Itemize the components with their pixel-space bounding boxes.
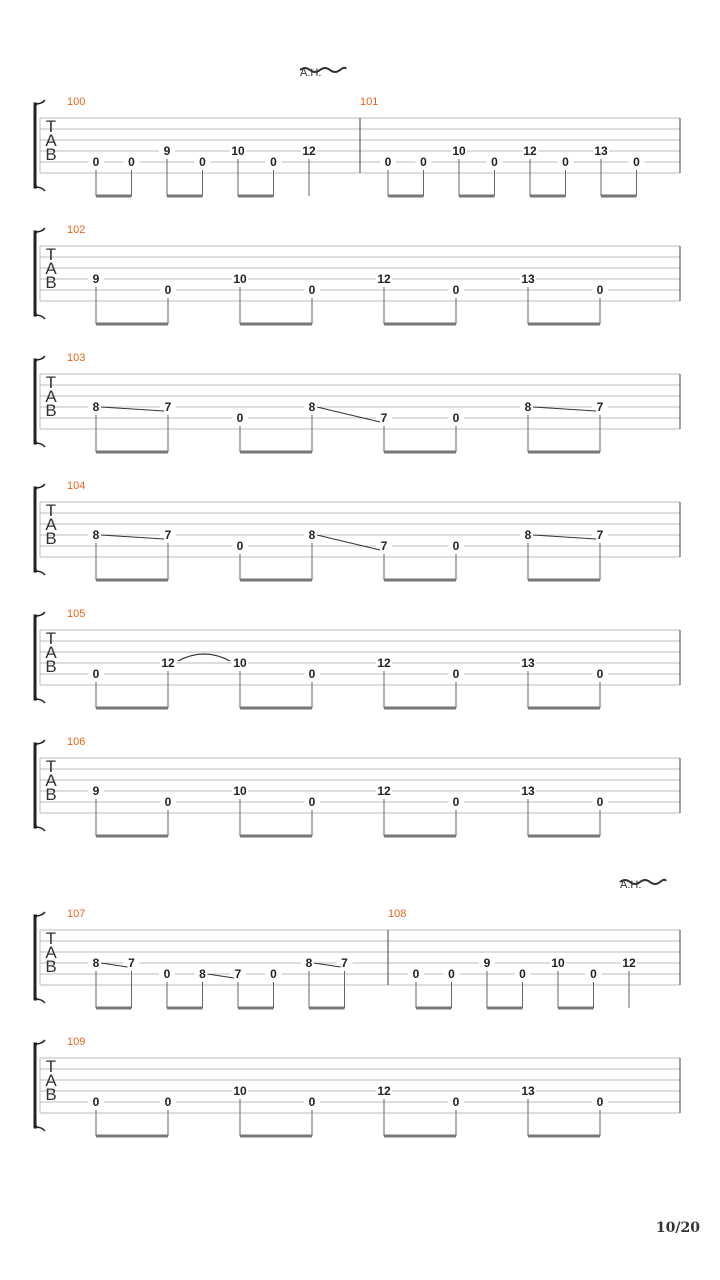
fret-number: 0 [452,667,460,681]
slide-line [317,535,380,550]
measure-number: 106 [67,736,86,748]
slide-line [101,407,164,411]
tab-system [35,608,680,708]
fret-number: 12 [377,656,391,670]
tab-system [35,1036,680,1136]
bracket-hook [35,356,45,360]
measure-number: 104 [67,480,86,492]
system-bracket [35,616,37,699]
fret-number: 0 [308,283,316,297]
fret-number: 0 [596,283,604,297]
fret-number: 9 [163,144,171,158]
fret-number: 0 [452,539,460,553]
fret-number: 0 [420,155,427,169]
fret-number: 0 [596,667,604,681]
measure-number: 109 [67,1036,86,1048]
fret-number: 0 [384,155,392,169]
tab-system [35,352,680,452]
bracket-hook [35,1040,45,1044]
tab-clef-letter: A [45,1071,57,1090]
tab-clef-letter: B [45,145,57,164]
fret-number: 9 [92,272,100,286]
bracket-hook [35,571,45,575]
measure-number: 101 [360,96,379,108]
fret-number: 0 [92,155,100,169]
tab-clef-letter: T [45,757,57,776]
tab-clef-letter: A [45,515,57,534]
tab-clef-letter: B [45,401,57,420]
fret-number: 0 [452,795,460,809]
tab-clef-letter: A [45,387,57,406]
bracket-hook [35,100,45,104]
fret-number: 12 [523,144,537,158]
fret-number: 0 [270,967,277,981]
fret-number: 0 [308,1095,316,1109]
fret-number: 13 [594,144,608,158]
fret-number: 0 [92,667,100,681]
bracket-hook [35,699,45,703]
tab-clef-letter: B [45,529,57,548]
fret-number: 0 [519,967,526,981]
fret-number: 7 [341,956,348,970]
fret-number: 13 [521,656,535,670]
fret-number: 0 [448,967,455,981]
fret-number: 10 [233,272,247,286]
fret-number: 8 [92,400,100,414]
fret-number: 13 [521,272,535,286]
fret-number: 8 [92,528,100,542]
bracket-hook [35,315,45,319]
measure-number: 107 [67,908,86,920]
slide-line [317,407,380,422]
slide-line [101,535,164,539]
tab-clef-letter: B [45,957,57,976]
system-bracket [35,1044,37,1127]
bracket-hook [35,827,45,831]
fret-number: 10 [452,144,466,158]
tab-clef-letter: T [45,629,57,648]
system-bracket [35,360,37,443]
bracket-hook [35,228,45,232]
tab-clef-letter: T [45,373,57,392]
slide-line [533,407,596,411]
fret-number: 0 [308,667,316,681]
tie-arc [178,654,230,661]
fret-number: 7 [380,411,388,425]
tab-system [35,224,680,324]
fret-number: 0 [128,155,135,169]
fret-number: 13 [521,784,535,798]
measure-number: 105 [67,608,86,620]
fret-number: 7 [380,539,388,553]
tab-clef-letter: T [45,1057,57,1076]
tab-clef-letter: B [45,785,57,804]
fret-number: 0 [163,967,171,981]
fret-number: 8 [524,400,532,414]
fret-number: 10 [233,1084,247,1098]
fret-number: 0 [562,155,569,169]
fret-number: 8 [92,956,100,970]
fret-number: 8 [524,528,532,542]
fret-number: 7 [128,956,135,970]
fret-number: 9 [483,956,491,970]
tab-clef-letter: B [45,273,57,292]
tab-system [35,67,680,196]
fret-number: 0 [92,1095,100,1109]
fret-number: 0 [164,795,172,809]
tab-clef-letter: B [45,657,57,676]
system-bracket [35,232,37,315]
fret-number: 10 [551,956,565,970]
tab-system [35,480,680,580]
system-bracket [35,916,37,999]
fret-number: 0 [236,539,244,553]
fret-number: 12 [377,272,391,286]
fret-number: 10 [233,784,247,798]
fret-number: 12 [161,656,175,670]
fret-number: 0 [590,967,597,981]
measure-number: 108 [388,908,407,920]
fret-number: 0 [452,283,460,297]
tab-system [35,736,680,836]
fret-number: 7 [596,400,604,414]
fret-number: 0 [164,1095,172,1109]
fret-number: 9 [92,784,100,798]
system-bracket [35,104,37,187]
bracket-hook [35,999,45,1003]
fret-number: 0 [596,1095,604,1109]
bracket-hook [35,187,45,191]
fret-number: 7 [234,967,242,981]
tab-clef-letter: T [45,929,57,948]
fret-number: 7 [596,528,604,542]
page-number: 10/20 [655,1220,700,1236]
harmonic-label: A.H. [620,879,642,891]
tab-clef-letter: T [45,245,57,264]
fret-number: 12 [302,144,316,158]
fret-number: 0 [452,1095,460,1109]
tab-clef-letter: A [45,943,57,962]
bracket-hook [35,484,45,488]
fret-number: 0 [308,795,316,809]
tab-clef-letter: A [45,643,57,662]
measure-number: 102 [67,224,86,236]
fret-number: 10 [233,656,247,670]
tab-clef-letter: A [45,771,57,790]
bracket-hook [35,1127,45,1131]
harmonic-label: A.H. [300,67,322,79]
tab-clef-letter: A [45,259,57,278]
system-bracket [35,744,37,827]
fret-number: 12 [377,1084,391,1098]
fret-number: 8 [199,967,206,981]
fret-number: 0 [199,155,206,169]
fret-number: 12 [377,784,391,798]
bracket-hook [35,612,45,616]
bracket-hook [35,443,45,447]
tab-system [35,879,680,1008]
fret-number: 0 [412,967,420,981]
fret-number: 8 [308,400,316,414]
fret-number: 0 [164,283,172,297]
fret-number: 7 [164,528,172,542]
tab-clef-letter: T [45,117,57,136]
tab-clef-letter: T [45,501,57,520]
measure-number: 100 [67,96,86,108]
fret-number: 0 [452,411,460,425]
fret-number: 0 [236,411,244,425]
bracket-hook [35,740,45,744]
tab-clef-letter: A [45,131,57,150]
system-bracket [35,488,37,571]
fret-number: 13 [521,1084,535,1098]
fret-number: 0 [596,795,604,809]
fret-number: 8 [305,956,313,970]
fret-number: 10 [231,144,245,158]
fret-number: 8 [308,528,316,542]
fret-number: 0 [633,155,640,169]
slide-line [533,535,596,539]
fret-number: 0 [270,155,277,169]
fret-number: 12 [622,956,636,970]
fret-number: 7 [164,400,172,414]
measure-number: 103 [67,352,86,364]
fret-number: 0 [491,155,498,169]
bracket-hook [35,912,45,916]
tab-clef-letter: B [45,1085,57,1104]
